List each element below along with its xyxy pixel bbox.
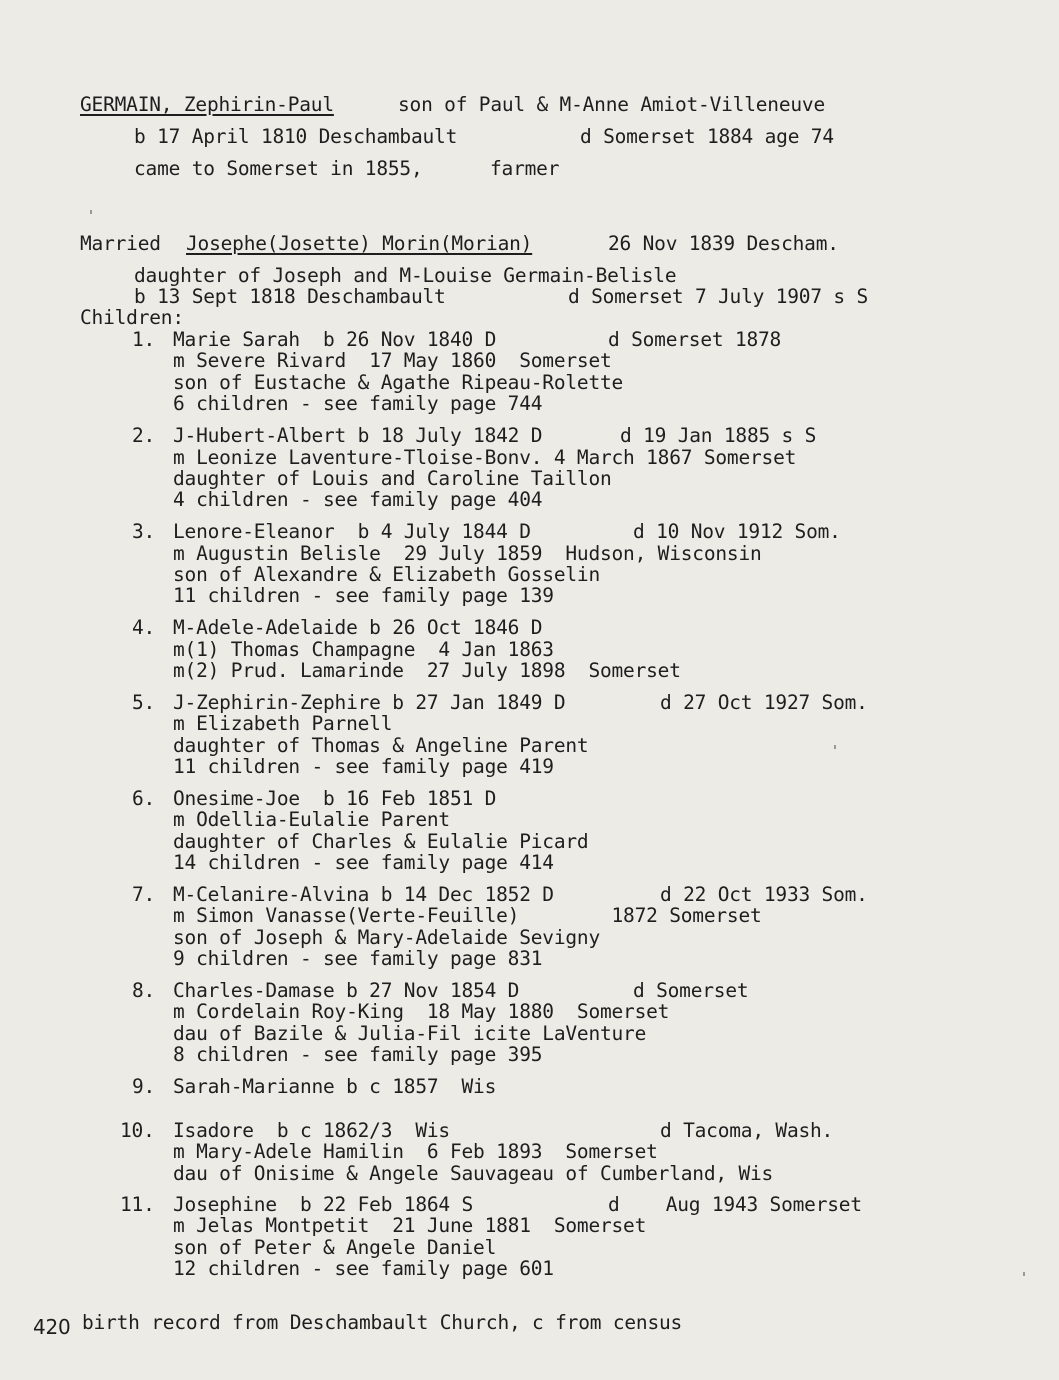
child-name: Lenore-Eleanor b 4 July 1844 D (173, 520, 531, 543)
person-birth: b 17 April 1810 Deschambault (134, 125, 458, 148)
child-detail: son of Joseph & Mary-Adelaide Sevigny (173, 926, 600, 949)
child-detail: m Elizabeth Parnell (173, 712, 393, 735)
child-name: Marie Sarah b 26 Nov 1840 D (173, 328, 497, 351)
spouse-parents: daughter of Joseph and M-Louise Germain-Belisle (134, 264, 677, 287)
child-detail: daughter of Charles & Eulalie Picard (173, 830, 589, 853)
child-detail: 8 children - see family page 395 (173, 1043, 543, 1066)
child-number: 2. (132, 424, 156, 447)
child-name: Sarah-Marianne b c 1857 Wis (173, 1075, 497, 1098)
child-name: J-Zephirin-Zephire b 27 Jan 1849 D (173, 691, 566, 714)
child-death: d 19 Jan 1885 s S (620, 424, 817, 447)
child-death: d Aug 1943 Somerset (608, 1193, 862, 1216)
child-number: 11. (120, 1193, 155, 1216)
child-death: d Somerset (633, 979, 749, 1002)
person-name: GERMAIN, Zephirin-Paul (80, 93, 334, 116)
child-detail: m Odellia-Eulalie Parent (173, 808, 450, 831)
child-detail: m Jelas Montpetit 21 June 1881 Somerset (173, 1214, 647, 1237)
spouse-death: d Somerset 7 July 1907 s S (568, 285, 869, 308)
child-detail: daughter of Thomas & Angeline Parent (173, 734, 589, 757)
child-name: Onesime-Joe b 16 Feb 1851 D (173, 787, 497, 810)
child-detail: son of Eustache & Agathe Ripeau-Rolette (173, 371, 624, 394)
child-detail: m Simon Vanasse(Verte-Feuille) 1872 Somerset (173, 904, 762, 927)
child-detail: m Severe Rivard 17 May 1860 Somerset (173, 349, 612, 372)
child-detail: 12 children - see family page 601 (173, 1257, 554, 1280)
child-detail: son of Alexandre & Elizabeth Gosselin (173, 563, 600, 586)
child-number: 3. (132, 520, 156, 543)
child-number: 9. (132, 1075, 156, 1098)
child-number: 10. (120, 1119, 155, 1142)
child-name: Isadore b c 1862/3 Wis (173, 1119, 450, 1142)
child-number: 1. (132, 328, 156, 351)
footer-note: birth record from Deschambault Church, c from census (82, 1311, 683, 1334)
children-label: Children: (80, 306, 184, 329)
child-detail: m Mary-Adele Hamilin 6 Feb 1893 Somerset (173, 1140, 658, 1163)
person-parents: son of Paul & M-Anne Amiot-Villeneuve (398, 93, 825, 116)
page-number: 420 (33, 1315, 71, 1339)
child-detail: dau of Bazile & Julia-Fil icite LaVenture (173, 1022, 647, 1045)
paper-speck (90, 210, 92, 214)
child-number: 5. (132, 691, 156, 714)
child-detail: m Leonize Laventure-Tloise-Bonv. 4 March 1867 Somerset (173, 446, 797, 469)
child-name: Charles-Damase b 27 Nov 1854 D (173, 979, 520, 1002)
spouse-name: Josephe(Josette) Morin(Morian) (186, 232, 533, 255)
child-detail: m Cordelain Roy-King 18 May 1880 Somerset (173, 1000, 670, 1023)
marriage-date: 26 Nov 1839 Descham. (608, 232, 839, 255)
child-detail: 11 children - see family page 139 (173, 584, 554, 607)
child-name: M-Adele-Adelaide b 26 Oct 1846 D (173, 616, 543, 639)
person-death: d Somerset 1884 age 74 (580, 125, 834, 148)
paper-speck (834, 745, 836, 749)
child-detail: daughter of Louis and Caroline Taillon (173, 467, 612, 490)
child-death: d 22 Oct 1933 Som. (660, 883, 868, 906)
spouse-birth: b 13 Sept 1818 Deschambault (134, 285, 446, 308)
child-detail: m Augustin Belisle 29 July 1859 Hudson, Wisconsin (173, 542, 762, 565)
child-name: M-Celanire-Alvina b 14 Dec 1852 D (173, 883, 554, 906)
paper-speck (1023, 1272, 1025, 1276)
child-name: Josephine b 22 Feb 1864 S (173, 1193, 474, 1216)
child-detail: dau of Onisime & Angele Sauvageau of Cumberland, Wis (173, 1162, 774, 1185)
marriage-label: Married (80, 232, 161, 255)
child-death: d 10 Nov 1912 Som. (633, 520, 841, 543)
child-detail: 9 children - see family page 831 (173, 947, 543, 970)
child-death: d Tacoma, Wash. (660, 1119, 834, 1142)
child-death: d 27 Oct 1927 Som. (660, 691, 868, 714)
child-death: d Somerset 1878 (608, 328, 782, 351)
child-detail: 14 children - see family page 414 (173, 851, 554, 874)
child-detail: 6 children - see family page 744 (173, 392, 543, 415)
child-detail: 11 children - see family page 419 (173, 755, 554, 778)
person-occupation: farmer (490, 157, 560, 180)
child-detail: son of Peter & Angele Daniel (173, 1236, 497, 1259)
child-detail: m(1) Thomas Champagne 4 Jan 1863 (173, 638, 554, 661)
child-number: 4. (132, 616, 156, 639)
child-detail: 4 children - see family page 404 (173, 488, 543, 511)
person-came: came to Somerset in 1855, (134, 157, 423, 180)
child-number: 7. (132, 883, 156, 906)
child-number: 8. (132, 979, 156, 1002)
child-number: 6. (132, 787, 156, 810)
child-name: J-Hubert-Albert b 18 July 1842 D (173, 424, 543, 447)
child-detail: m(2) Prud. Lamarinde 27 July 1898 Somerset (173, 659, 681, 682)
